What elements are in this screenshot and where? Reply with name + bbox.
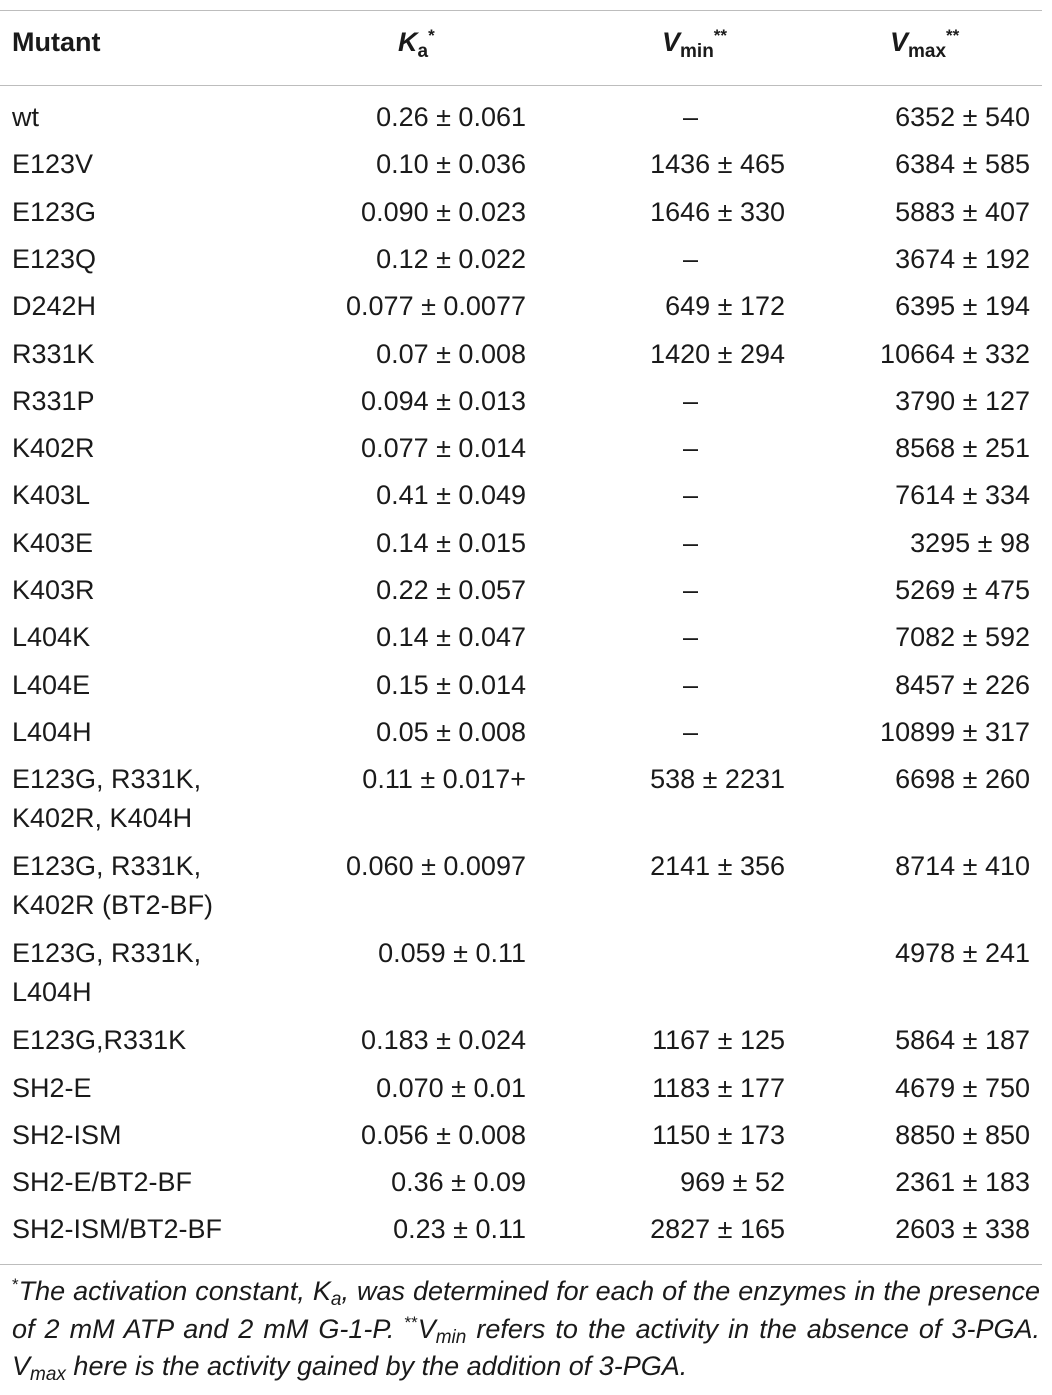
mutant-cell: SH2-ISM/BT2-BF (12, 1214, 223, 1245)
vmin-cell: 1420 ± 294 (650, 338, 785, 369)
footnote-vmax-subscript: max (30, 1364, 66, 1385)
vmax-cell: 6395 ± 194 (895, 291, 1030, 322)
mutant-cell: R331P (12, 385, 95, 416)
vmax-cell: 5269 ± 475 (895, 575, 1030, 605)
footnote-vmin-symbol: V (417, 1313, 436, 1344)
vmax-cell: 5883 ± 407 (895, 196, 1030, 227)
vmin-cell: 538 ± 2231 (650, 764, 785, 795)
ka-cell: 0.090 ± 0.023 (361, 196, 526, 227)
ka-cell: 0.056 ± 0.008 (361, 1119, 526, 1150)
mutant-cell: D242H (12, 291, 97, 322)
footnote-star: * (12, 1275, 19, 1294)
vmax-cell: 2603 ± 338 (895, 1214, 1030, 1245)
table-bottom-rule (0, 1264, 1042, 1265)
header-vmax-superscript: ** (946, 26, 960, 45)
ka-cell: 0.14 ± 0.047 (376, 622, 526, 653)
ka-cell: 0.077 ± 0.0077 (346, 291, 526, 322)
vmax-cell: 5864 ± 187 (895, 1025, 1030, 1056)
footnote-double-star: ** (404, 1312, 418, 1332)
vmin-cell: – (683, 669, 699, 700)
mutant-cell: E123Q (12, 243, 97, 274)
vmin-cell: 2827 ± 165 (650, 1214, 785, 1245)
footnote-text-1: The activation constant, K (18, 1276, 331, 1306)
mutant-cell: E123G, R331K, L404H (12, 938, 202, 1008)
table-footnote (12, 1273, 1040, 1386)
ka-cell: 0.183 ± 0.024 (361, 1025, 526, 1056)
table-top-rule (0, 10, 1042, 11)
mutant-cell: E123G (12, 196, 97, 227)
vmax-cell: 3295 ± 98 (910, 527, 1030, 558)
ka-cell: 0.060 ± 0.0097 (346, 851, 526, 882)
ka-cell: 0.36 ± 0.09 (391, 1167, 526, 1198)
footnote-vmin-subscript: min (435, 1326, 467, 1348)
vmax-cell: 8850 ± 850 (895, 1119, 1030, 1150)
mutant-cell: K402R (12, 433, 95, 464)
footnote-text-3: refers to the activity in the absence of 3-PGA. V (12, 1313, 1040, 1381)
mutant-cell: R331K (12, 338, 95, 369)
vmax-cell: 10664 ± 332 (880, 338, 1030, 369)
vmin-cell: 2141 ± 356 (650, 851, 785, 882)
vmax-cell: 3790 ± 127 (895, 385, 1030, 416)
ka-cell: 0.26 ± 0.061 (376, 102, 526, 132)
vmin-cell: 649 ± 172 (665, 291, 785, 322)
ka-cell: 0.10 ± 0.036 (376, 149, 526, 180)
header-ka-superscript: * (428, 26, 435, 45)
mutant-cell: E123G,R331K (12, 1025, 187, 1056)
vmax-cell: 2361 ± 183 (895, 1167, 1030, 1198)
ka-cell: 0.077 ± 0.014 (361, 433, 526, 464)
vmax-cell: 6352 ± 540 (895, 102, 1030, 132)
vmin-cell: – (683, 622, 699, 653)
vmin-cell: – (683, 102, 699, 132)
header-vmin (662, 26, 728, 62)
mutant-cell: K403R (12, 575, 95, 605)
vmin-cell: – (683, 527, 699, 558)
vmin-cell: 1167 ± 125 (652, 1025, 785, 1056)
header-ka (398, 26, 435, 62)
vmin-cell: – (683, 385, 699, 416)
vmin-cell: 1183 ± 177 (652, 1072, 785, 1103)
mutant-cell: L404H (12, 716, 92, 747)
ka-cell: 0.12 ± 0.022 (376, 243, 526, 274)
header-vmin-subscript: min (680, 41, 714, 62)
header-vmin-superscript: ** (713, 26, 728, 45)
mutant-cell: L404E (12, 669, 91, 700)
mutant-cell: E123V (12, 149, 94, 180)
ka-cell: 0.11 ± 0.017+ (362, 764, 526, 795)
vmax-cell: 8714 ± 410 (895, 851, 1030, 882)
vmin-cell: – (683, 716, 699, 747)
vmax-cell: 6698 ± 260 (895, 764, 1030, 795)
footnote-text-2: , was determined for each of the enzymes in the presence of 2 mM ATP and 2 mM G-1-P. (12, 1276, 1040, 1344)
ka-cell: 0.05 ± 0.008 (376, 716, 526, 747)
ka-cell: 0.22 ± 0.057 (376, 575, 526, 605)
ka-cell: 0.059 ± 0.11 (378, 938, 526, 969)
mutant-cell: SH2-E (12, 1072, 92, 1103)
vmax-cell: 7082 ± 592 (895, 622, 1030, 653)
vmax-cell: 4679 ± 750 (895, 1072, 1030, 1103)
vmin-cell: 1646 ± 330 (650, 196, 785, 227)
mutant-cell: wt (12, 102, 39, 132)
vmax-cell: 7614 ± 334 (895, 480, 1030, 511)
mutant-cell: E123G, R331K, K402R (BT2-BF) (12, 851, 214, 921)
vmax-cell: 3674 ± 192 (895, 243, 1030, 274)
header-vmin-symbol: V (662, 27, 681, 57)
vmin-cell: 969 ± 52 (680, 1167, 785, 1198)
header-vmax-subscript: max (908, 41, 947, 62)
vmax-cell: 6384 ± 585 (895, 149, 1030, 180)
mutant-cell: SH2-E/BT2-BF (12, 1167, 193, 1198)
mutant-cell: E123G, R331K, K402R, K404H (12, 764, 202, 834)
header-vmax (890, 26, 960, 62)
vmin-cell: – (683, 433, 699, 464)
footnote-ka-subscript: a (330, 1289, 342, 1310)
vmin-cell: – (683, 480, 699, 511)
ka-cell: 0.070 ± 0.01 (376, 1072, 526, 1103)
ka-cell: 0.41 ± 0.049 (376, 480, 526, 511)
vmax-cell: 4978 ± 241 (895, 938, 1030, 969)
ka-cell: 0.094 ± 0.013 (361, 385, 526, 416)
table-header-rule (0, 85, 1042, 86)
mutant-cell: K403L (12, 480, 91, 511)
vmin-cell: 1436 ± 465 (650, 149, 785, 180)
mutant-cell: L404K (12, 622, 91, 653)
header-ka-subscript: a (417, 41, 429, 62)
ka-cell: 0.23 ± 0.11 (393, 1214, 526, 1245)
footnote-text-4: here is the activity gained by the addition of 3-PGA. (65, 1351, 688, 1381)
vmin-cell: – (683, 243, 699, 274)
header-vmax-symbol: V (890, 27, 909, 57)
vmax-cell: 8457 ± 226 (895, 669, 1030, 700)
ka-cell: 0.07 ± 0.008 (376, 338, 526, 369)
ka-cell: 0.15 ± 0.014 (376, 669, 526, 700)
header-ka-symbol: K (398, 27, 418, 57)
vmax-cell: 8568 ± 251 (895, 433, 1030, 464)
mutant-cell: SH2-ISM (12, 1119, 122, 1150)
ka-cell: 0.14 ± 0.015 (376, 527, 526, 558)
header-mutant: Mutant (12, 27, 101, 57)
vmin-cell: 1150 ± 173 (652, 1119, 785, 1150)
mutant-cell: K403E (12, 527, 94, 558)
vmax-cell: 10899 ± 317 (880, 716, 1030, 747)
vmin-cell: – (683, 575, 699, 605)
